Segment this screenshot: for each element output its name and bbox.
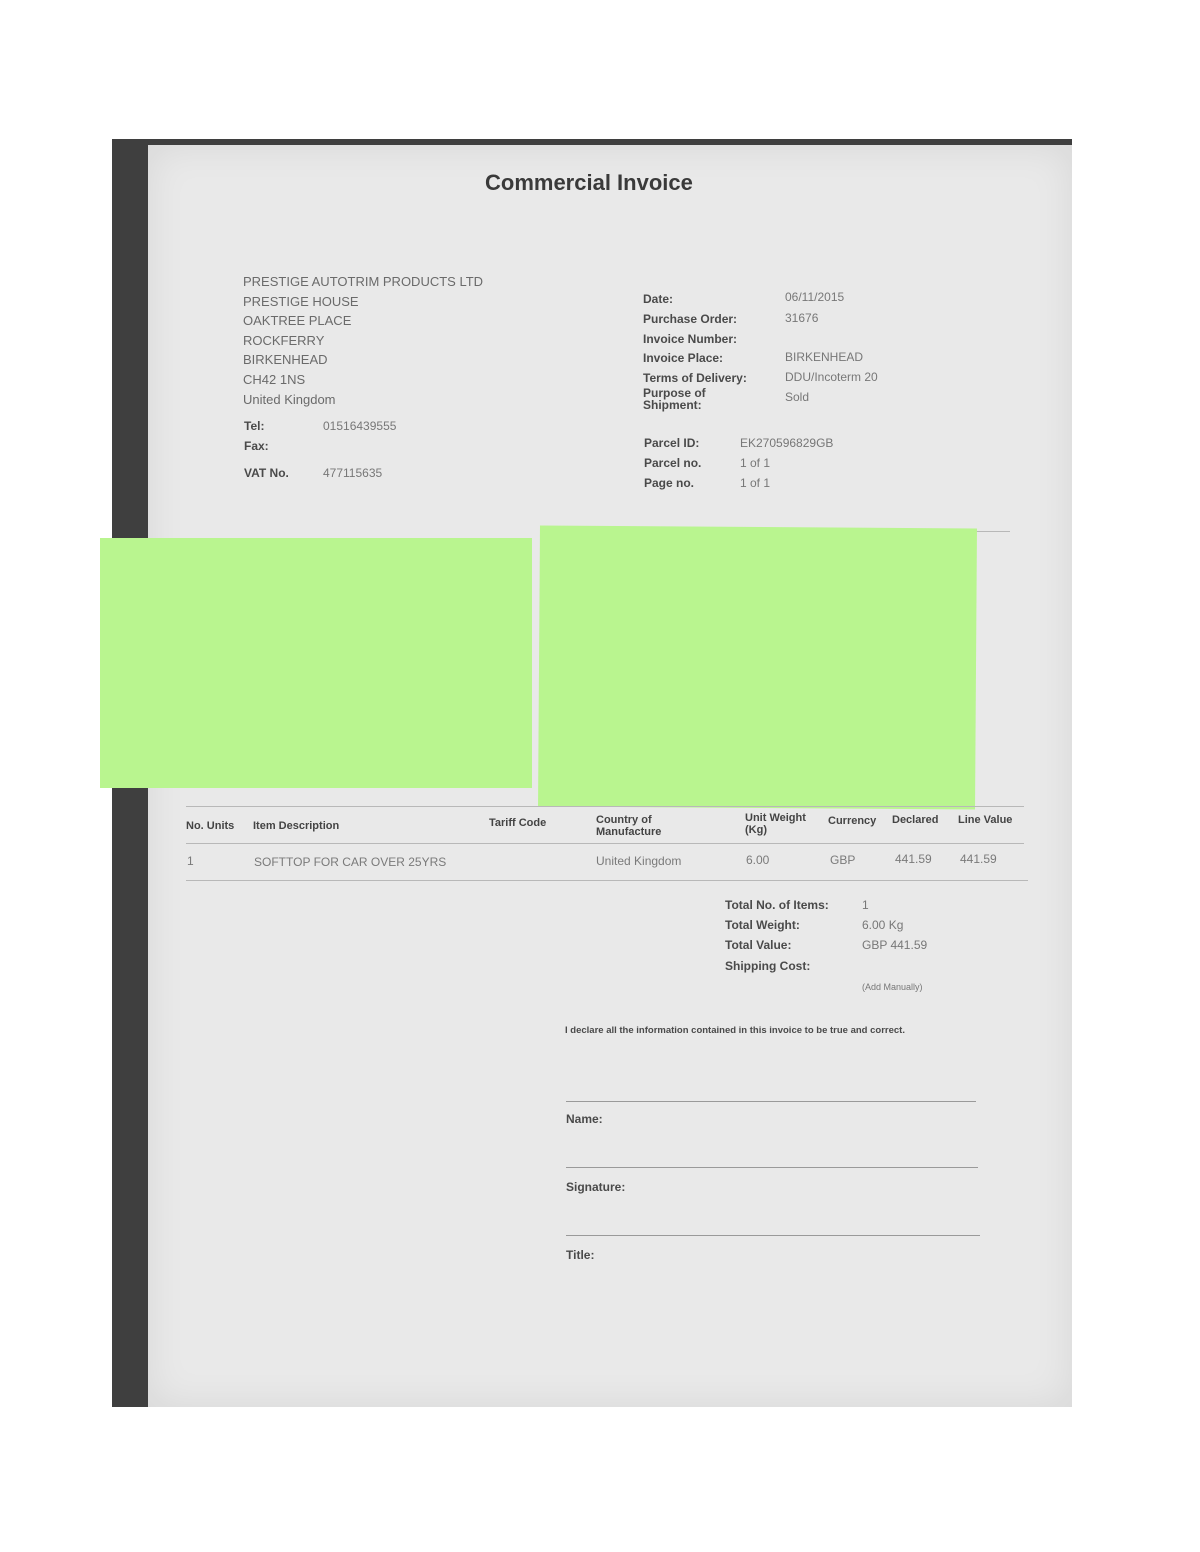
- header-declared: Declared: [892, 814, 939, 826]
- table-top-line: [186, 806, 1024, 807]
- header-unit-weight: Unit Weight (Kg): [745, 812, 806, 836]
- row-item-description: SOFTTOP FOR CAR OVER 25YRS: [254, 855, 447, 869]
- redaction-sticker-left: [100, 538, 532, 788]
- tel-value: 01516439555: [323, 419, 397, 433]
- vat-label: VAT No.: [244, 466, 289, 480]
- header-no-units: No. Units: [186, 820, 235, 832]
- title-line: [566, 1235, 980, 1236]
- parcel-id-value: EK270596829GB: [740, 436, 834, 450]
- table-bottom-line: [186, 880, 1028, 881]
- sender-line: CH42 1NS: [243, 371, 306, 387]
- tel-label: Tel:: [244, 419, 265, 433]
- signature-label: Signature:: [566, 1180, 626, 1194]
- row-line-value: 441.59: [960, 852, 997, 866]
- purchase-order-value: 31676: [785, 311, 819, 325]
- total-weight-label: Total Weight:: [725, 918, 800, 932]
- header-currency: Currency: [828, 815, 877, 827]
- row-declared: 441.59: [895, 852, 932, 866]
- terms-of-delivery-label: Terms of Delivery:: [643, 371, 747, 385]
- invoice-place-label: Invoice Place:: [643, 351, 724, 365]
- invoice-number-label: Invoice Number:: [643, 332, 738, 346]
- parcel-no-value: 1 of 1: [740, 456, 771, 470]
- redaction-sticker-right: [538, 525, 977, 809]
- table-header-line: [186, 843, 1024, 844]
- sender-line: OAKTREE PLACE: [243, 313, 352, 329]
- total-weight-value: 6.00 Kg: [862, 918, 904, 932]
- header-line-value: Line Value: [958, 814, 1013, 826]
- total-value-label: Total Value:: [725, 938, 792, 952]
- shipping-cost-label: Shipping Cost:: [725, 959, 811, 973]
- total-items-value: 1: [862, 898, 869, 912]
- signature-line: [566, 1167, 978, 1168]
- total-value-value: GBP 441.59: [862, 938, 928, 952]
- document-title: Commercial Invoice: [485, 170, 693, 195]
- title-label: Title:: [566, 1248, 595, 1262]
- name-line: [566, 1101, 976, 1102]
- shipping-cost-note: (Add Manually): [862, 982, 923, 992]
- header-item-description: Item Description: [253, 820, 340, 832]
- page-no-value: 1 of 1: [740, 476, 771, 490]
- row-unit-weight: 6.00: [746, 853, 770, 867]
- invoice-place-value: BIRKENHEAD: [785, 350, 864, 364]
- row-currency: GBP: [830, 853, 856, 867]
- header-country-of-manufacture: Country of Manufacture: [596, 814, 662, 838]
- date-value: 06/11/2015: [785, 290, 845, 304]
- sender-line: ROCKFERRY: [243, 332, 325, 348]
- page-no-label: Page no.: [644, 476, 695, 490]
- purchase-order-label: Purchase Order:: [643, 312, 738, 326]
- declaration-text: I declare all the information contained in this invoice to be true and correct.: [565, 1025, 905, 1036]
- sender-line: PRESTIGE AUTOTRIM PRODUCTS LTD: [243, 274, 484, 289]
- header-tariff-code: Tariff Code: [489, 817, 547, 829]
- sender-line: BIRKENHEAD: [243, 352, 328, 368]
- name-label: Name:: [566, 1112, 603, 1126]
- parcel-no-label: Parcel no.: [644, 456, 702, 470]
- vat-value: 477115635: [323, 466, 383, 480]
- row-country: United Kingdom: [596, 854, 682, 868]
- purpose-of-shipment-value: Sold: [785, 390, 810, 404]
- row-no-units: 1: [187, 854, 194, 868]
- total-items-label: Total No. of Items:: [725, 898, 829, 912]
- parcel-id-label: Parcel ID:: [644, 436, 700, 450]
- sender-line: PRESTIGE HOUSE: [243, 293, 359, 309]
- fax-label: Fax:: [244, 439, 269, 453]
- sender-address: [243, 272, 483, 409]
- purpose-of-shipment-label: Purpose of Shipment:: [643, 386, 706, 412]
- terms-of-delivery-value: DDU/Incoterm 20: [785, 370, 878, 384]
- sender-line: United Kingdom: [243, 391, 336, 407]
- date-label: Date:: [643, 292, 674, 306]
